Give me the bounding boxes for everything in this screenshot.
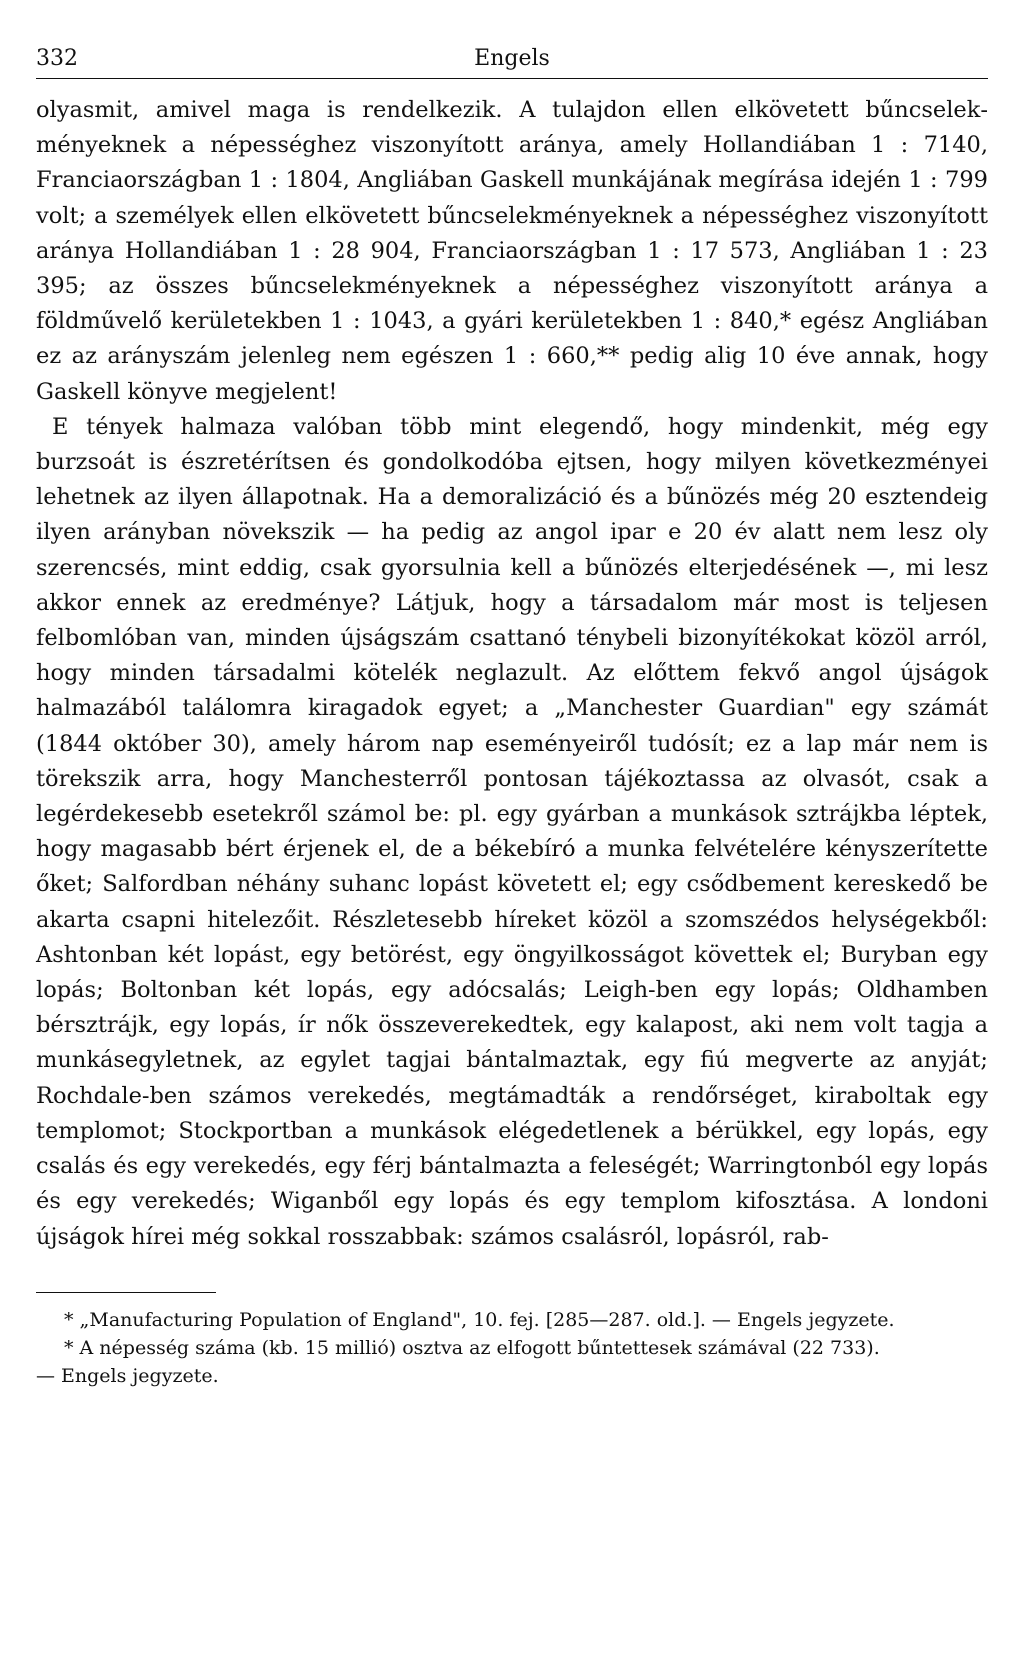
paragraph: E tények halmaza valóban több mint elegendő, hogy mindenkit, még egy burzsoát is észretérítsen és gondolkodóba ejtsen, hogy milyen következményei lehetnek az ilyen állapotnak. Ha a demoralizáció és a bűnözés még 20 esztendeig ilyen arányban növekszik — ha pedig az angol ipar e 20 év alatt nem lesz oly szerencsés, mint eddig, csak gyorsulnia kell a bűnözés elterjedésének —, mi lesz akkor ennek az eredménye? Látjuk, hogy a társadalom már most is teljesen felbomlóban van, minden újságszám csattanó ténybeli bizonyítékokat közöl arról, hogy minden társadalmi kötelék neglazult. Az előttem fekvő angol újságok halmazából találomra kiragadok egyet; a „Manchester Guardian" egy számát (1844 október 30), amely három nap eseményeiről tudósít; ez a lap már nem is törekszik arra, hogy Manchesterről pontosan tájékoztassa az olvasót, csak a legérdekesebb esetekről számol be: pl. egy gyárban a munkások sztrájkba léptek, hogy magasabb bért érjenek el, de a békebíró a munka felvételére kényszerítette őket; Salfordban néhány suhanc lopást követett el; egy csődbement kereskedő be akarta csapni hitelezőit. Részletesebb híreket közöl a szomszédos helységekből: Ashtonban két lopást, egy betörést, egy öngyilkosságot követtek el; Buryban egy lopás; Boltonban két lopás, egy adócsalás; Leigh-ben egy lopás; Oldhamben bérsztrájk, egy lopás, ír nők összeverekedtek, egy kalapost, aki nem volt tagja a munkásegyletnek, az egylet tagjai bántalmaztak, egy fiú megverte az anyját; Rochdale-ben számos verekedés, megtámadták a rendőrséget, kiraboltak egy templomot; Stockportban a munkások elégedetlenek a bérükkel, egy lopás, egy csalás és egy verekedés, egy férj bántalmazta a feleségét; Warringtonból egy lopás és egy verekedés; Wiganből egy lopás és egy templom kifosztása. A londoni újságok hírei még sokkal rosszabbak: számos csalásról, lopásról, rab- bbox=[36, 413, 988, 1250]
page-number: 332 bbox=[36, 46, 78, 71]
footnote-continuation: — Engels jegyzete. bbox=[36, 1364, 219, 1387]
footnotes bbox=[36, 1306, 988, 1390]
footnote: * A népesség száma (kb. 15 millió) osztva az elfogott bűntettesek számával (22 733). bbox=[64, 1336, 880, 1359]
paragraph: olyasmit, amivel maga is rendelkezik. A tulajdon ellen elkövetett bűncselekményeknek a népességhez viszonyított aránya, amely Hollandiában 1 : 7140, Franciaországban 1 : 1804, Angliában Gaskell munkájának megírása idején 1 : 799 volt; a személyek ellen elkövetett bűncselekményeknek a népességhez viszonyított aránya Hollandiában 1 : 28 904, Franciaországban 1 : 17 573, Angliában 1 : 23 395; az összes bűncselekményeknek a népességhez viszonyított aránya a földművelő kerületekben 1 : 1043, a gyári kerületekben 1 : 840,* egész Angliában ez az arányszám jelenleg nem egészen 1 : 660,** pedig alig 10 éve annak, hogy Gaskell könyve megjelent! bbox=[36, 97, 988, 405]
footnote: * „Manufacturing Population of England", 10. fej. [285—287. old.]. — Engels jegyzete. bbox=[64, 1308, 895, 1331]
footnote-divider bbox=[36, 1292, 216, 1293]
body-text bbox=[36, 93, 988, 1255]
page-header bbox=[36, 44, 988, 79]
book-page bbox=[36, 44, 988, 1390]
running-title: Engels bbox=[474, 46, 550, 71]
